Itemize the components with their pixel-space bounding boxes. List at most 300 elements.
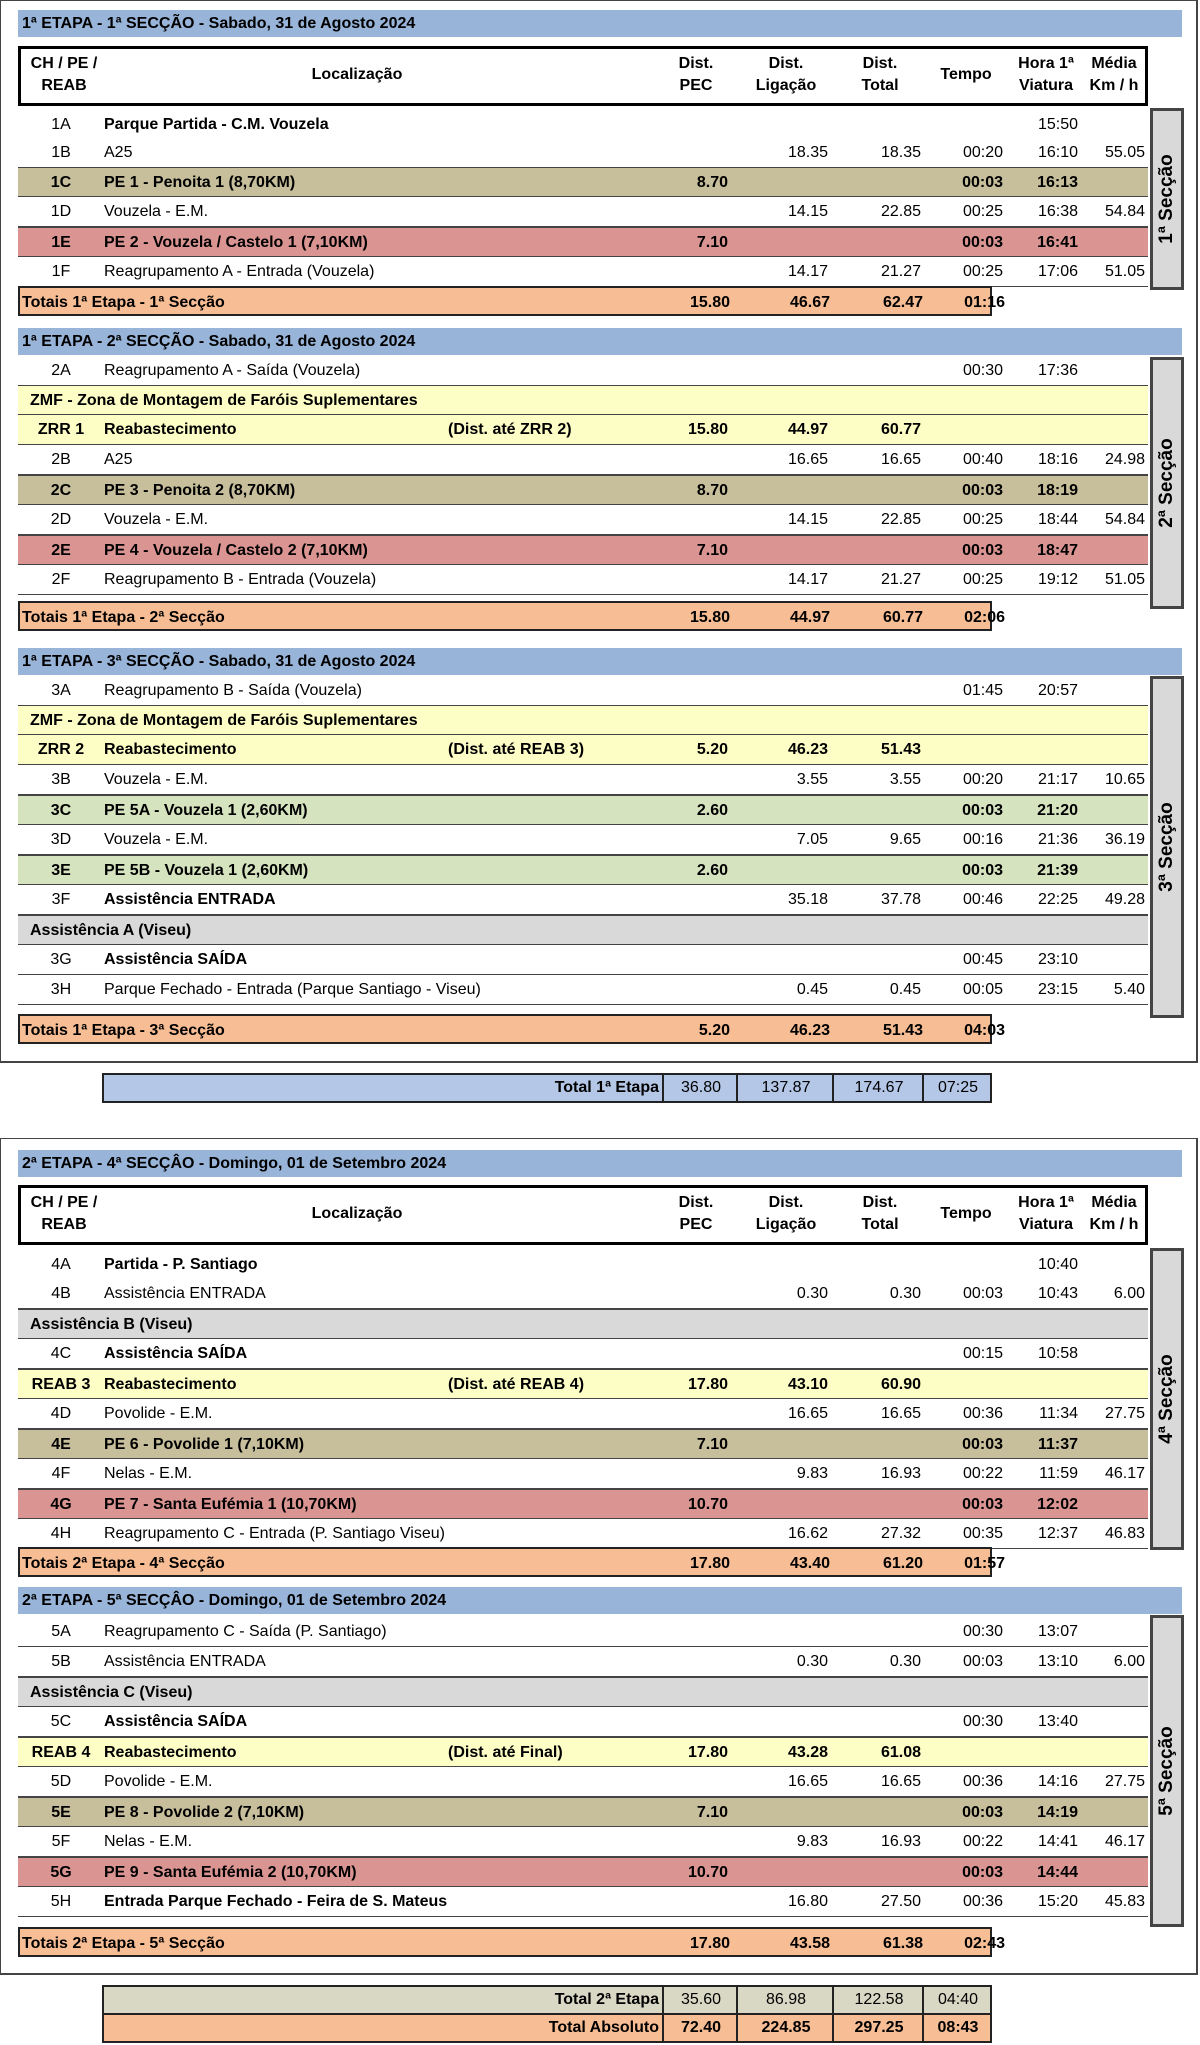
table-row (18, 415, 1148, 445)
cell-ch: 5E (51, 1804, 71, 1821)
cell-tot: 61.08 (880, 1744, 921, 1761)
header-loc: Localização (311, 1205, 403, 1222)
cell-lig: 14.17 (787, 571, 828, 588)
cell-tmp: 00:03 (962, 1496, 1003, 1513)
total-tot: 61.20 (882, 1555, 923, 1572)
cell-tmp: 00:03 (962, 1653, 1003, 1670)
cell-ch: 5C (50, 1713, 72, 1730)
cell-ch: 2F (51, 571, 71, 588)
cell-tmp (923, 110, 1003, 140)
cell-loc: Reabastecimento (104, 741, 237, 758)
header-tmp: Tempo (940, 66, 992, 83)
table-row (18, 1737, 1148, 1767)
cell-hora: 21:36 (1037, 831, 1078, 848)
cell-lig: 14.15 (787, 203, 828, 220)
cell-hora: 17:36 (1037, 362, 1078, 379)
cell-loc: Reagrupamento C - Saída (P. Santiago) (104, 1623, 387, 1640)
cell-loc: Reagrupamento A - Saída (Vouzela) (104, 362, 361, 379)
header-med: Média (1091, 55, 1137, 72)
cell-loc: Assistência B (Viseu) (30, 1316, 193, 1333)
cell-hora: 15:20 (1037, 1893, 1078, 1910)
cell-tmp: 00:30 (962, 1713, 1003, 1730)
cell-lig: 0.30 (796, 1285, 828, 1302)
cell-ch: 4D (50, 1405, 72, 1422)
cell-hora: 21:17 (1037, 771, 1078, 788)
cell-loc: A25 (104, 451, 133, 468)
cell-hora: 14:19 (1037, 1804, 1078, 1821)
cell-tot: 3.55 (889, 771, 921, 788)
cell-pec (628, 1887, 728, 1917)
header-tot: Dist. (862, 1194, 898, 1211)
cell-pec: 7.10 (696, 542, 728, 559)
cell-med: 46.17 (1104, 1833, 1145, 1850)
table-row (18, 257, 1148, 287)
cell-lig: 16.65 (787, 1405, 828, 1422)
header-loc: Localização (311, 66, 403, 83)
header-hora: Hora 1ª (1018, 55, 1074, 72)
cell-hora (1008, 1678, 1078, 1708)
cell-hora: 14:16 (1037, 1773, 1078, 1790)
header-hora2: Viatura (1019, 1216, 1073, 1233)
cell-loc: Reagrupamento A - Entrada (Vouzela) (104, 263, 375, 280)
section-side-label: 3ª Secção (1150, 676, 1184, 1018)
cell-loc: ZMF - Zona de Montagem de Faróis Suplementares (30, 392, 418, 409)
cell-loc: Assistência C (Viseu) (30, 1684, 193, 1701)
cell-loc: Partida - P. Santiago (104, 1256, 258, 1273)
cell-ch: 3D (50, 831, 72, 848)
cell-ch: 5F (51, 1833, 71, 1850)
cell-med (1083, 110, 1145, 140)
cell-pec (628, 765, 728, 795)
cell-pec: 7.10 (696, 234, 728, 251)
cell-hora (1008, 415, 1078, 445)
cell-loc: PE 7 - Santa Eufémia 1 (10,70KM) (104, 1496, 357, 1513)
cell-tot: 0.30 (889, 1285, 921, 1302)
cell-lig (738, 1490, 828, 1520)
cell-tot (833, 945, 921, 975)
cell-pec (628, 1647, 728, 1677)
cell-med: 6.00 (1113, 1653, 1145, 1670)
cell-tot (833, 1798, 921, 1828)
cell-lig (738, 1707, 828, 1737)
cell-loc: Assistência ENTRADA (104, 1653, 266, 1670)
total-lig: 43.40 (789, 1555, 830, 1572)
cell-lig: 9.83 (796, 1465, 828, 1482)
total-pec: 72.40 (662, 2015, 738, 2041)
cell-ch: 1B (51, 144, 71, 161)
cell-med (1083, 676, 1145, 706)
cell-lig: 9.83 (796, 1833, 828, 1850)
total-tmp: 04:40 (922, 1987, 992, 2013)
header-hora2: Viatura (1019, 77, 1073, 94)
cell-tot: 16.93 (880, 1465, 921, 1482)
cell-pec (628, 1827, 728, 1857)
cell-tmp (923, 1370, 1003, 1400)
cell-hora (1008, 1370, 1078, 1400)
cell-ch: 5H (50, 1893, 72, 1910)
cell-loc: PE 5B - Vouzela 1 (2,60KM) (104, 862, 309, 879)
cell-pec (628, 1310, 728, 1340)
cell-loc: PE 5A - Vouzela 1 (2,60KM) (104, 802, 308, 819)
table-row (18, 1677, 1148, 1707)
cell-lig: 14.17 (787, 263, 828, 280)
table-row (18, 765, 1148, 795)
cell-loc: PE 2 - Vouzela / Castelo 1 (7,10KM) (104, 234, 368, 251)
cell-lig (738, 1858, 828, 1888)
cell-loc: Assistência ENTRADA (104, 1285, 266, 1302)
cell-pec: 17.80 (687, 1744, 728, 1761)
cell-pec: 15.80 (687, 421, 728, 438)
cell-loc: Reagrupamento C - Entrada (P. Santiago Viseu) (104, 1525, 445, 1542)
cell-pec (628, 1678, 728, 1708)
header-lig2: Ligação (755, 1216, 817, 1233)
table-row (18, 1797, 1148, 1827)
cell-med (1083, 536, 1145, 566)
cell-med: 54.84 (1104, 203, 1145, 220)
cell-tot: 37.78 (880, 891, 921, 908)
cell-hora: 19:12 (1037, 571, 1078, 588)
table-row (18, 227, 1148, 257)
cell-loc: Nelas - E.M. (104, 1465, 193, 1482)
table-row (18, 885, 1148, 915)
cell-med: 51.05 (1104, 263, 1145, 280)
cell-tmp: 00:03 (962, 234, 1003, 251)
cell-med (1083, 1490, 1145, 1520)
cell-pec: 10.70 (687, 1496, 728, 1513)
total-tot: 122.58 (832, 1987, 924, 2013)
table-header (18, 1185, 1148, 1245)
cell-tot: 16.65 (880, 1405, 921, 1422)
cell-pec (628, 386, 728, 416)
cell-hora (1008, 386, 1078, 416)
cell-tmp: 00:45 (962, 951, 1003, 968)
table-row (18, 1279, 1148, 1309)
cell-lig (738, 1430, 828, 1460)
section-side-label: 5ª Secção (1150, 1615, 1184, 1927)
cell-ch: 3G (50, 951, 72, 968)
cell-ch: 3B (51, 771, 71, 788)
cell-tot (833, 1430, 921, 1460)
cell-tot: 9.65 (889, 831, 921, 848)
cell-med: 6.00 (1113, 1285, 1145, 1302)
cell-hora: 21:39 (1037, 862, 1078, 879)
cell-tmp (923, 1678, 1003, 1708)
cell-loc: Assistência SAÍDA (104, 1713, 248, 1730)
cell-lig (738, 1310, 828, 1340)
table-row (18, 825, 1148, 855)
cell-tmp: 00:25 (962, 263, 1003, 280)
cell-hora (1008, 735, 1078, 765)
total-etapa1-row (102, 1073, 992, 1103)
cell-ch: 2D (50, 511, 72, 528)
cell-tot (833, 1310, 921, 1340)
header-med2: Km / h (1089, 77, 1139, 94)
cell-med (1083, 1678, 1145, 1708)
cell-med: 24.98 (1104, 451, 1145, 468)
table-row (18, 1707, 1148, 1737)
cell-ch: 4C (50, 1345, 72, 1362)
table-row (18, 795, 1148, 825)
cell-tot (833, 110, 921, 140)
cell-hora: 12:37 (1037, 1525, 1078, 1542)
cell-tot (833, 1858, 921, 1888)
cell-med (1083, 796, 1145, 826)
cell-pec: 8.70 (696, 174, 728, 191)
cell-tmp: 00:03 (962, 1864, 1003, 1881)
cell-hora: 23:15 (1037, 981, 1078, 998)
header-tmp: Tempo (940, 1205, 992, 1222)
table-row (18, 1339, 1148, 1369)
cell-ch: 2A (51, 362, 71, 379)
cell-med (1083, 356, 1145, 386)
cell-pec: 8.70 (696, 482, 728, 499)
cell-ch: 5B (51, 1653, 71, 1670)
cell-tmp: 00:25 (962, 571, 1003, 588)
header-ch: CH / PE / (30, 1194, 98, 1211)
cell-ch: 5G (50, 1864, 72, 1881)
cell-loc: Nelas - E.M. (104, 1833, 193, 1850)
cell-pec (628, 1459, 728, 1489)
header-pec2: PEC (679, 77, 713, 94)
table-row (18, 1369, 1148, 1399)
cell-tmp: 00:03 (962, 1804, 1003, 1821)
section-title: 1ª ETAPA - 1ª SECÇÃO - Sabado, 31 de Agosto 2024 (18, 10, 1182, 37)
cell-med (1083, 1430, 1145, 1460)
cell-ch: 3C (50, 802, 72, 819)
cell-loc: Povolide - E.M. (104, 1405, 213, 1422)
total-pec: 15.80 (689, 609, 730, 626)
header-med: Média (1091, 1194, 1137, 1211)
total-lig: 44.97 (789, 609, 830, 626)
cell-tmp: 00:25 (962, 511, 1003, 528)
cell-hora: 16:41 (1037, 234, 1078, 251)
total-label: Totais 2ª Etapa - 5ª Secção (22, 1935, 225, 1952)
cell-tot: 27.50 (880, 1893, 921, 1910)
total-lig: 86.98 (736, 1987, 834, 2013)
cell-pec (628, 565, 728, 595)
cell-med: 46.83 (1104, 1525, 1145, 1542)
cell-hora: 16:13 (1037, 174, 1078, 191)
cell-lig (738, 110, 828, 140)
cell-tmp: 00:36 (962, 1773, 1003, 1790)
cell-med (1083, 228, 1145, 258)
cell-tmp: 00:03 (962, 802, 1003, 819)
cell-loc: A25 (104, 144, 133, 161)
cell-lig: 16.80 (787, 1893, 828, 1910)
total-lig: 224.85 (736, 2015, 834, 2041)
cell-pec (628, 885, 728, 915)
cell-pec: 7.10 (696, 1804, 728, 1821)
cell-loc: Vouzela - E.M. (104, 771, 209, 788)
cell-lig: 44.97 (787, 421, 828, 438)
cell-tot: 27.32 (880, 1525, 921, 1542)
header-pec: Dist. (678, 1194, 714, 1211)
table-row (18, 1887, 1148, 1917)
table-row (18, 945, 1148, 975)
table-row (18, 975, 1148, 1005)
header-tot2: Total (861, 77, 899, 94)
cell-hora: 14:41 (1037, 1833, 1078, 1850)
header-ch2: REAB (41, 77, 87, 94)
cell-note: (Dist. até REAB 4) (448, 1376, 585, 1393)
cell-loc: Assistência SAÍDA (104, 1345, 248, 1362)
total-pec: 17.80 (689, 1935, 730, 1952)
cell-tot: 21.27 (880, 263, 921, 280)
cell-ch: ZRR 2 (37, 741, 85, 758)
cell-med (1083, 386, 1145, 416)
cell-hora: 18:47 (1037, 542, 1078, 559)
cell-loc: Reagrupamento B - Saída (Vouzela) (104, 682, 362, 699)
table-row (18, 1250, 1148, 1280)
header-med2: Km / h (1089, 1216, 1139, 1233)
header-hora: Hora 1ª (1018, 1194, 1074, 1211)
cell-pec (628, 1279, 728, 1309)
total-tot: 51.43 (882, 1022, 923, 1039)
cell-ch: 1C (50, 174, 72, 191)
table-row (18, 475, 1148, 505)
cell-lig (738, 856, 828, 886)
cell-lig (738, 476, 828, 506)
cell-pec (628, 505, 728, 535)
table-row (18, 197, 1148, 227)
total-tmp: 02:43 (964, 1935, 1005, 1952)
cell-tot (833, 536, 921, 566)
cell-pec: 2.60 (696, 802, 728, 819)
cell-med (1083, 1707, 1145, 1737)
cell-tmp: 00:03 (962, 862, 1003, 879)
total-label: Totais 2ª Etapa - 4ª Secção (22, 1555, 225, 1572)
cell-tmp: 00:03 (962, 174, 1003, 191)
cell-pec (628, 257, 728, 287)
total-tmp: 08:43 (922, 2015, 992, 2041)
total-tot: 297.25 (832, 2015, 924, 2041)
cell-ch: 2E (51, 542, 71, 559)
cell-lig (738, 676, 828, 706)
cell-tmp: 00:35 (962, 1525, 1003, 1542)
cell-hora (1008, 916, 1078, 946)
cell-med (1083, 415, 1145, 445)
cell-ch: 2B (51, 451, 71, 468)
table-row (18, 138, 1148, 168)
cell-med: 49.28 (1104, 891, 1145, 908)
cell-tot: 16.65 (880, 451, 921, 468)
cell-loc: ZMF - Zona de Montagem de Faróis Suplementares (30, 712, 418, 729)
table-row (18, 1617, 1148, 1647)
cell-tot: 22.85 (880, 203, 921, 220)
cell-hora: 16:10 (1037, 144, 1078, 161)
cell-tot: 60.77 (880, 421, 921, 438)
total-label: Totais 1ª Etapa - 3ª Secção (22, 1022, 225, 1039)
section-side-label: 4ª Secção (1150, 1248, 1184, 1550)
cell-ch: REAB 4 (31, 1744, 91, 1761)
cell-hora: 12:02 (1037, 1496, 1078, 1513)
cell-loc: Assistência A (Viseu) (30, 922, 192, 939)
cell-loc: PE 3 - Penoita 2 (8,70KM) (104, 482, 296, 499)
cell-lig: 46.23 (787, 741, 828, 758)
section-total-row (18, 601, 1005, 631)
cell-loc: PE 4 - Vouzela / Castelo 2 (7,10KM) (104, 542, 368, 559)
cell-pec (628, 110, 728, 140)
cell-med: 54.84 (1104, 511, 1145, 528)
cell-ch: 1D (50, 203, 72, 220)
cell-tmp: 00:03 (962, 482, 1003, 499)
cell-tot (833, 1617, 921, 1647)
cell-tmp: 00:03 (962, 1285, 1003, 1302)
cell-med (1083, 1339, 1145, 1369)
cell-tot (833, 796, 921, 826)
total-tot: 174.67 (832, 1075, 924, 1101)
table-row (18, 356, 1148, 386)
table-row (18, 1767, 1148, 1797)
cell-tot (833, 476, 921, 506)
cell-tot (833, 356, 921, 386)
cell-hora: 18:44 (1037, 511, 1078, 528)
header-lig2: Ligação (755, 77, 817, 94)
total-lig: 43.58 (789, 1935, 830, 1952)
cell-hora: 13:40 (1037, 1713, 1078, 1730)
cell-tmp: 00:03 (962, 542, 1003, 559)
table-row (18, 1519, 1148, 1549)
cell-tot (833, 228, 921, 258)
cell-tot (833, 386, 921, 416)
cell-pec (628, 825, 728, 855)
total-pec: 5.20 (698, 1022, 730, 1039)
cell-med (1083, 1858, 1145, 1888)
cell-hora (1008, 1738, 1078, 1768)
cell-med (1083, 1617, 1145, 1647)
table-row (18, 535, 1148, 565)
cell-lig: 43.10 (787, 1376, 828, 1393)
cell-tmp: 00:40 (962, 451, 1003, 468)
cell-tmp: 00:22 (962, 1465, 1003, 1482)
section-total-row (18, 286, 1005, 316)
table-row (18, 1647, 1148, 1677)
cell-tot: 21.27 (880, 571, 921, 588)
header-tot2: Total (861, 1216, 899, 1233)
cell-hora: 15:50 (1037, 116, 1078, 133)
cell-tot: 0.30 (889, 1653, 921, 1670)
total-label: Total 2ª Etapa (554, 1991, 659, 2008)
cell-tmp: 00:05 (962, 981, 1003, 998)
cell-tmp (923, 415, 1003, 445)
table-row (18, 1857, 1148, 1887)
cell-lig: 16.65 (787, 1773, 828, 1790)
table-header (18, 46, 1148, 106)
cell-ch: 2C (50, 482, 72, 499)
table-row (18, 445, 1148, 475)
cell-tmp: 00:36 (962, 1405, 1003, 1422)
cell-hora: 20:57 (1037, 682, 1078, 699)
cell-pec (628, 1250, 728, 1280)
cell-ch: ZRR 1 (37, 421, 85, 438)
total-lig: 46.23 (789, 1022, 830, 1039)
cell-lig (738, 356, 828, 386)
total-pec: 15.80 (689, 294, 730, 311)
cell-hora: 10:40 (1037, 1256, 1078, 1273)
cell-lig: 0.30 (796, 1653, 828, 1670)
cell-pec (628, 916, 728, 946)
cell-med (1083, 735, 1145, 765)
total-pec: 35.60 (662, 1987, 738, 2013)
cell-ch: 5A (51, 1623, 71, 1640)
cell-hora (1008, 1310, 1078, 1340)
cell-lig (738, 1678, 828, 1708)
cell-hora: 11:37 (1037, 1436, 1078, 1453)
cell-ch: 4H (50, 1525, 72, 1542)
cell-tot: 16.93 (880, 1833, 921, 1850)
cell-tot: 0.45 (889, 981, 921, 998)
cell-note: (Dist. até Final) (448, 1744, 563, 1761)
